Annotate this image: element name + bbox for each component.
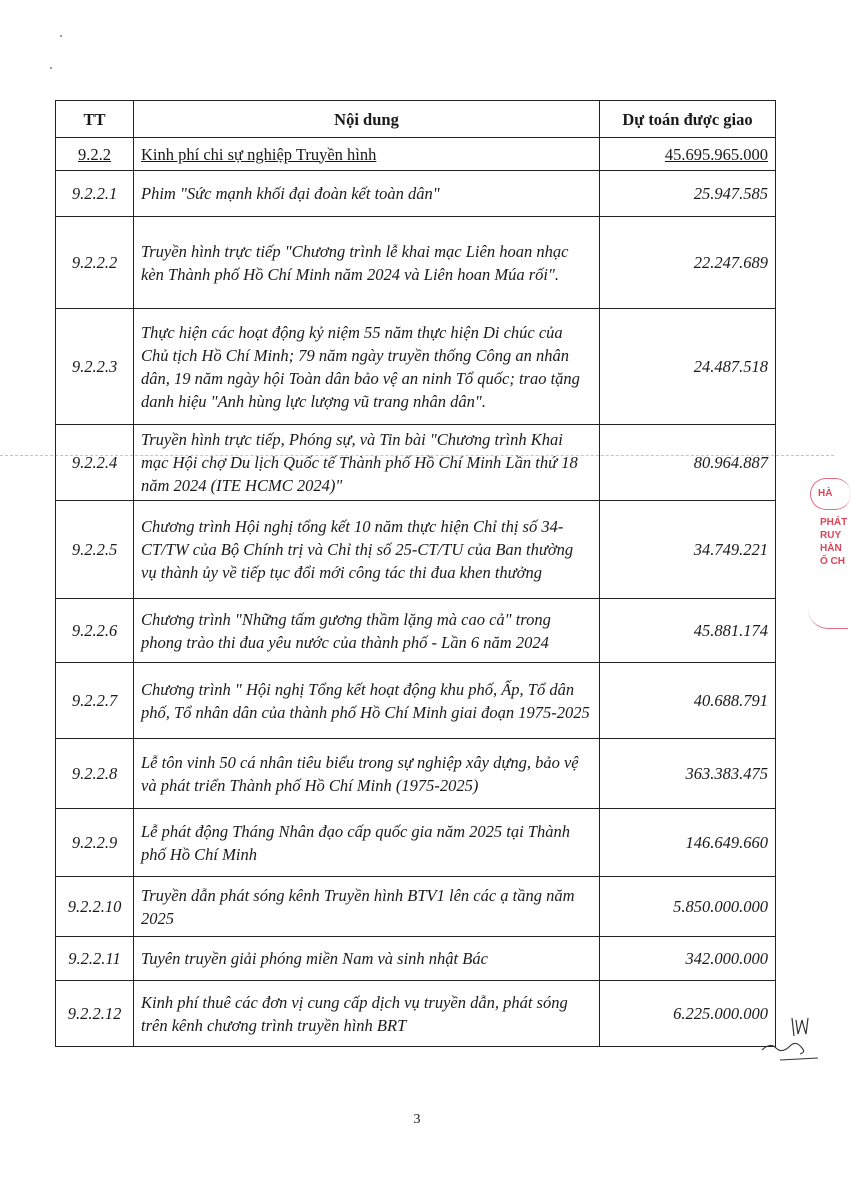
row-amount: 80.964.887	[600, 425, 776, 501]
section-content: Kinh phí chi sự nghiệp Truyền hình	[141, 144, 377, 164]
stamp-top-text: HÀ	[818, 488, 833, 499]
stamp-line: PHÁT	[820, 517, 848, 528]
table-row	[56, 663, 776, 739]
row-amount: 6.225.000.000	[600, 981, 776, 1047]
row-amount: 363.383.475	[600, 739, 776, 809]
table-row	[56, 501, 776, 599]
table-row	[56, 599, 776, 663]
row-content: Phim "Sức mạnh khối đại đoàn kết toàn dân"	[134, 171, 600, 217]
table-row	[56, 739, 776, 809]
stamp-line: HÀN	[820, 543, 842, 554]
stamp-line: Ố CH	[820, 556, 845, 567]
initials-signature	[760, 1010, 820, 1070]
table-row	[56, 877, 776, 937]
row-tt: 9.2.2.1	[56, 171, 134, 217]
section-tt: 9.2.2	[78, 144, 111, 164]
budget-table	[55, 100, 776, 1047]
table-row	[56, 309, 776, 425]
row-tt: 9.2.2.12	[56, 981, 134, 1047]
row-tt: 9.2.2.3	[56, 309, 134, 425]
table-row	[56, 171, 776, 217]
table-row	[56, 217, 776, 309]
table-row	[56, 981, 776, 1047]
row-content: Truyền dẫn phát sóng kênh Truyền hình BTV1 lên các ạ tầng năm 2025	[134, 877, 600, 937]
row-content: Chương trình " Hội nghị Tổng kết hoạt động khu phố, Ấp, Tổ dân phố, Tổ nhân dân của thành phố Hồ Chí Minh giai đoạn 1975-2025	[134, 663, 600, 739]
row-content: Lễ tôn vinh 50 cá nhân tiêu biểu trong sự nghiệp xây dựng, bảo vệ và phát triển Thành phố Hồ Chí Minh (1975-2025)	[134, 739, 600, 809]
row-tt: 9.2.2.5	[56, 501, 134, 599]
row-amount: 34.749.221	[600, 501, 776, 599]
page-number: 3	[413, 1112, 421, 1127]
row-content: Tuyên truyền giải phóng miền Nam và sinh nhật Bác	[134, 937, 600, 981]
row-amount: 45.881.174	[600, 599, 776, 663]
table-header-row	[56, 101, 776, 138]
row-content: Lễ phát động Tháng Nhân đạo cấp quốc gia năm 2025 tại Thành phố Hồ Chí Minh	[134, 809, 600, 877]
section-amount: 45.695.965.000	[664, 144, 768, 164]
stamp-line: RUY	[820, 530, 842, 541]
row-amount: 146.649.660	[600, 809, 776, 877]
stamp-lines	[820, 516, 847, 568]
stamp-border-bottom	[808, 598, 848, 629]
row-content: Kinh phí thuê các đơn vị cung cấp dịch vụ truyền dẫn, phát sóng trên kênh chương trình truyền hình BRT	[134, 981, 600, 1047]
row-tt: 9.2.2.2	[56, 217, 134, 309]
row-tt: 9.2.2.9	[56, 809, 134, 877]
red-stamp	[806, 478, 846, 628]
row-tt: 9.2.2.7	[56, 663, 134, 739]
row-tt: 9.2.2.6	[56, 599, 134, 663]
row-content: Thực hiện các hoạt động kỷ niệm 55 năm thực hiện Di chúc của Chủ tịch Hồ Chí Minh; 79 năm ngày truyền thống Công an nhân dân, 19 năm ngày hội Toàn dân bảo vệ an ninh Tổ quốc; trao tặng danh hiệu "Anh hùng lực lượng vũ trang nhân dân".	[134, 309, 600, 425]
header-tt: TT	[56, 101, 134, 138]
header-amount: Dự toán được giao	[600, 101, 776, 138]
row-amount: 5.850.000.000	[600, 877, 776, 937]
row-tt: 9.2.2.8	[56, 739, 134, 809]
section-row	[56, 138, 776, 171]
row-amount: 24.487.518	[600, 309, 776, 425]
row-content: Truyền hình trực tiếp, Phóng sự, và Tin bài "Chương trình Khai mạc Hội chợ Du lịch Quốc tế Thành phố Hồ Chí Minh Lần thứ 18 năm 2024 (ITE HCMC 2024)"	[134, 425, 600, 501]
row-amount: 22.247.689	[600, 217, 776, 309]
row-amount: 25.947.585	[600, 171, 776, 217]
row-tt: 9.2.2.4	[56, 425, 134, 501]
scan-marks	[47, 30, 67, 80]
table-row	[56, 425, 776, 501]
row-content: Chương trình Hội nghị tổng kết 10 năm thực hiện Chỉ thị số 34-CT/TW của Bộ Chính trị và Chỉ thị số 25-CT/TU của Ban thường vụ thành ủy về tiếp tục đổi mới công tác thi đua khen thưởng	[134, 501, 600, 599]
row-amount: 342.000.000	[600, 937, 776, 981]
table-row	[56, 937, 776, 981]
row-amount: 40.688.791	[600, 663, 776, 739]
row-tt: 9.2.2.10	[56, 877, 134, 937]
header-content: Nội dung	[134, 101, 600, 138]
row-content: Chương trình "Những tấm gương thầm lặng mà cao cả" trong phong trào thi đua yêu nước của thành phố - Lần 6 năm 2024	[134, 599, 600, 663]
row-content: Truyền hình trực tiếp "Chương trình lễ khai mạc Liên hoan nhạc kèn Thành phố Hồ Chí Minh năm 2024 và Liên hoan Múa rối".	[134, 217, 600, 309]
table-row	[56, 809, 776, 877]
row-tt: 9.2.2.11	[56, 937, 134, 981]
